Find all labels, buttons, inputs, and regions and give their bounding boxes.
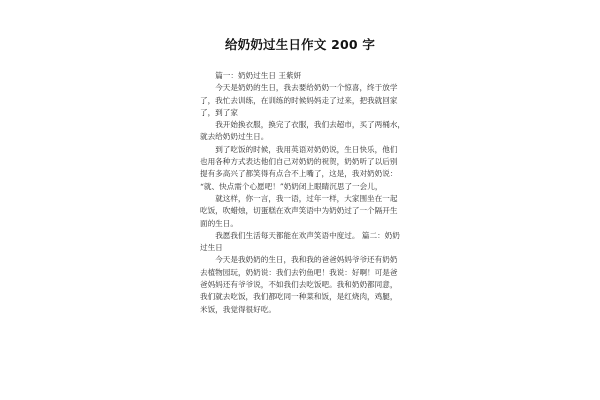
paragraph	[200, 144, 410, 193]
paragraph-line: 今天是奶奶的生日，我去要给奶奶一个惊喜，终于放学	[215, 83, 398, 93]
paragraph-line: 今天是我奶奶的生日，我和我的爸爸妈妈爷爷还有奶奶	[215, 255, 398, 265]
paragraph-line: 去植物园玩，奶奶说：我们去钓鱼吧！我说：好啊！可是爸	[200, 267, 398, 277]
paragraph	[200, 82, 410, 119]
paragraph-line: 篇一：奶奶过生日 王紫妍	[215, 71, 302, 80]
paragraph-line: 米饭，我觉得很好吃。	[200, 304, 276, 314]
paragraph	[200, 70, 410, 82]
paragraph	[200, 254, 410, 315]
paragraph-line: 我愿我们生活每天都能在欢声笑语中度过。 篇二：奶奶	[215, 230, 400, 240]
paragraph-line: 过生日	[200, 243, 223, 253]
paragraph-line: 到了吃饭的时候，我用英语对奶奶说，生日快乐，他们	[215, 144, 398, 154]
paragraph-line: 就去给奶奶过生日。	[200, 132, 269, 142]
paragraph-line: “就、快点需个心愿吧！”奶奶闭上眼睛沉思了一会儿，	[200, 181, 383, 191]
document-title: 给奶奶过生日作文 200 字	[224, 37, 376, 52]
paragraph	[200, 193, 410, 230]
paragraph-line: 吃饭，吹蜡烛，切蛋糕在欢声笑语中为奶奶过了一个隔开生	[200, 206, 398, 216]
paragraph-line: 爸妈妈还有爷爷说，不如我们去吃饭吧。我和奶奶都同意，	[200, 280, 398, 290]
paragraph	[200, 119, 410, 144]
paragraph-line: 提有多高兴了都笑得有点合不上嘴了，这是，我对奶奶说：	[200, 169, 398, 179]
paragraph-line: 了，到了家	[200, 107, 238, 117]
paragraph-line: 面的生日。	[200, 218, 238, 228]
document-body	[200, 70, 410, 316]
paragraph-line: 也用各种方式表达他们自己对奶奶的祝贺，奶奶听了以后别	[200, 157, 398, 167]
paragraph	[200, 230, 410, 255]
paragraph-line: 我们就去吃饭，我们都吃同一种菜和饭，是红烧肉，鸡腿，	[200, 292, 398, 302]
paragraph-line: 了，我忙去训练，在训练的时候妈妈走了过来，把我就回家	[200, 95, 398, 105]
paragraph-line: 我开始换衣服，换完了衣服，我们去超市，买了两桶水，	[215, 120, 406, 130]
paragraph-line: 就这样，你一言，我一语，过年一样，大家围坐在一起	[215, 193, 398, 203]
